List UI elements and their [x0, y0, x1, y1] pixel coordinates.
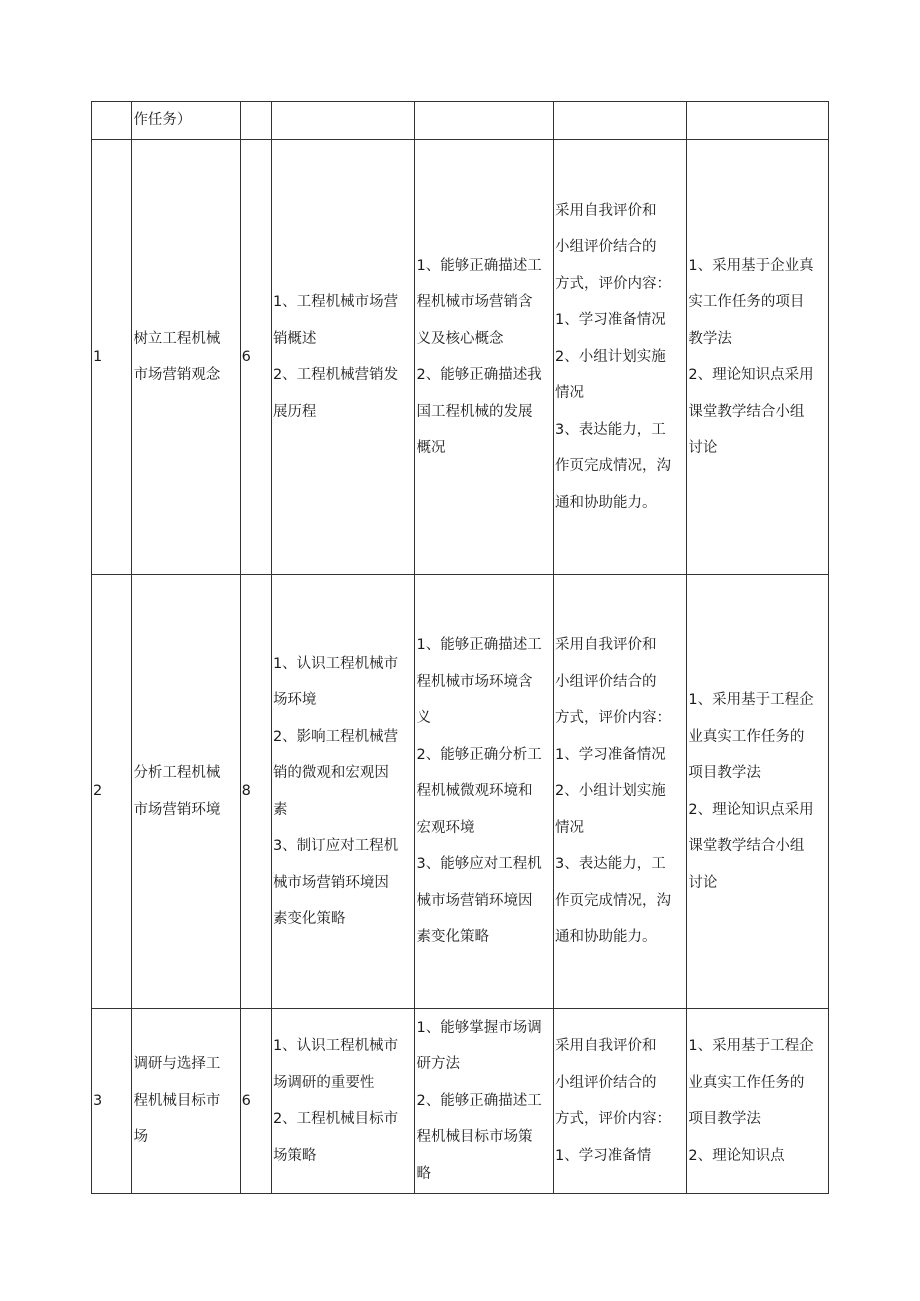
- table-row: [92, 1009, 829, 1194]
- method-cell: 1、采用基于工程企 业真实工作任务的 项目教学法 2、理论知识点采用 课堂教学结合小组 讨论: [687, 575, 829, 1009]
- hours-cell: 6: [240, 1009, 271, 1194]
- row-number-cell: 3: [92, 1009, 132, 1194]
- evaluation-cell: 采用自我评价和 小组评价结合的 方式，评价内容： 1、学习准备情况 2、小组计划实施 情况 3、表达能力，工 作页完成情况，沟 通和协助能力。: [553, 575, 686, 1009]
- method-cell: 1、采用基于工程企 业真实工作任务的 项目教学法 2、理论知识点: [687, 1009, 829, 1194]
- task-cell: 分析工程机械 市场营销环境: [132, 575, 240, 1009]
- evaluation-cell: [553, 102, 686, 140]
- content-cell: 1、工程机械市场营 销概述 2、工程机械营销发 展历程: [271, 140, 415, 575]
- content-cell: [271, 102, 415, 140]
- task-cell: 调研与选择工 程机械目标市 场: [132, 1009, 240, 1194]
- content-cell: 1、认识工程机械市 场调研的重要性 2、工程机械目标市 场策略: [271, 1009, 415, 1194]
- table-row: [92, 102, 829, 140]
- evaluation-cell: 采用自我评价和 小组评价结合的 方式，评价内容： 1、学习准备情况 2、小组计划实施 情况 3、表达能力，工 作页完成情况，沟 通和协助能力。: [553, 140, 686, 575]
- table-row: [92, 140, 829, 575]
- hours-cell: 8: [240, 575, 271, 1009]
- objectives-cell: 1、能够正确描述工 程机械市场营销含 义及核心概念 2、能够正确描述我 国工程机械的发展 概况: [415, 140, 554, 575]
- task-cell: 树立工程机械 市场营销观念: [132, 140, 240, 575]
- evaluation-cell: 采用自我评价和 小组评价结合的 方式，评价内容： 1、学习准备情: [553, 1009, 686, 1194]
- objectives-cell: [415, 102, 554, 140]
- objectives-cell: 1、能够掌握市场调 研方法 2、能够正确描述工 程机械目标市场策 略: [415, 1009, 554, 1194]
- task-cell: 作任务）: [132, 102, 240, 140]
- row-number-cell: [92, 102, 132, 140]
- hours-cell: [240, 102, 271, 140]
- row-number-cell: 2: [92, 575, 132, 1009]
- content-cell: 1、认识工程机械市 场环境 2、影响工程机械营 销的微观和宏观因 素 3、制订应对工程机 械市场营销环境因 素变化策略: [271, 575, 415, 1009]
- row-number-cell: 1: [92, 140, 132, 575]
- method-cell: [687, 102, 829, 140]
- hours-cell: 6: [240, 140, 271, 575]
- method-cell: 1、采用基于企业真 实工作任务的项目 教学法 2、理论知识点采用 课堂教学结合小组 讨论: [687, 140, 829, 575]
- curriculum-table: [91, 101, 829, 1194]
- table-row: [92, 575, 829, 1009]
- objectives-cell: 1、能够正确描述工 程机械市场环境含 义 2、能够正确分析工 程机械微观环境和 宏观环境 3、能够应对工程机 械市场营销环境因 素变化策略: [415, 575, 554, 1009]
